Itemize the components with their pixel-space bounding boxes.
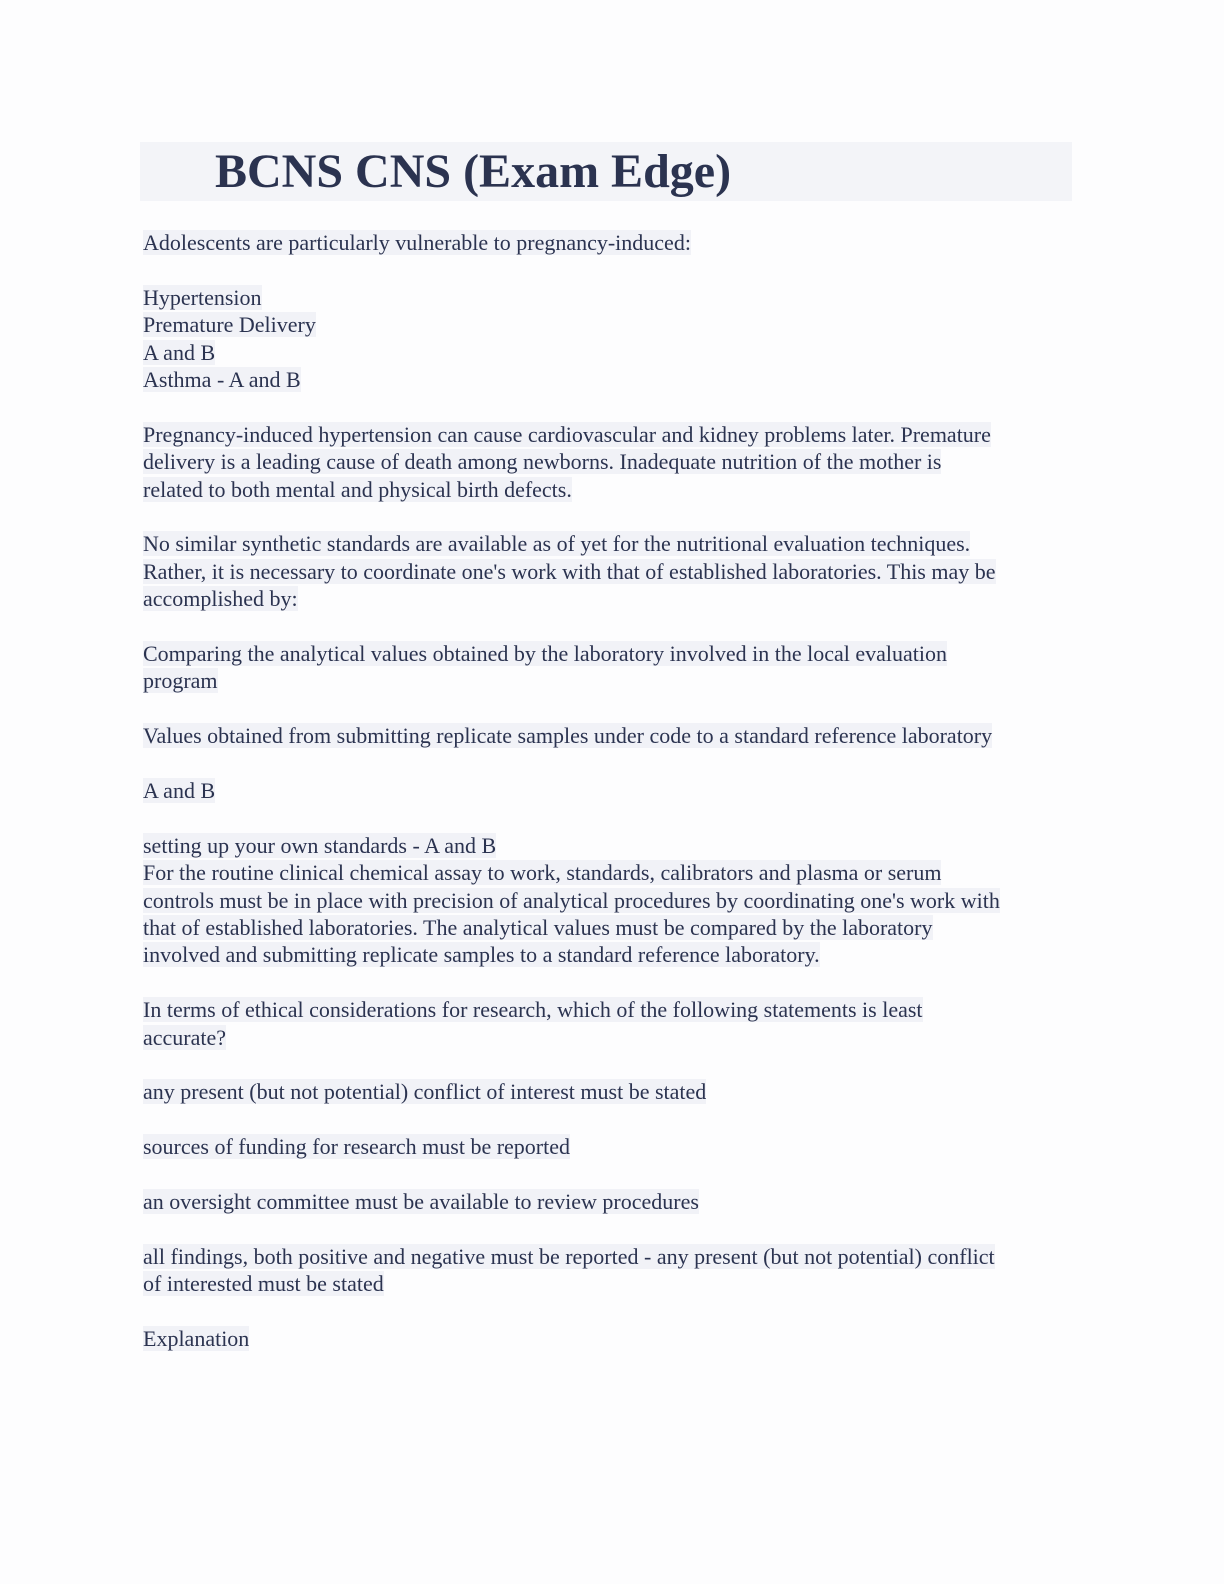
question-3-option-c <box>143 1188 1083 1215</box>
option-line: Comparing the analytical values obtained by the laboratory involved in the local evaluation <box>143 641 947 667</box>
question-3 <box>143 996 1083 1051</box>
option-line: Premature Delivery <box>143 312 316 338</box>
option-line: program <box>143 668 218 694</box>
text-line: controls must be in place with precision of analytical procedures by coordinating one's work with <box>143 887 1000 913</box>
document-body <box>143 229 1083 1380</box>
text-line: For the routine clinical chemical assay to work, standards, calibrators and plasma or serum <box>143 860 942 886</box>
text-line: related to both mental and physical birth defects. <box>143 476 572 502</box>
question-3-option-d <box>143 1243 1083 1298</box>
document-title: BCNS CNS (Exam Edge) <box>215 145 732 198</box>
option-line: sources of funding for research must be reported <box>143 1134 571 1160</box>
question-1-options <box>143 284 1083 394</box>
option-line: A and B <box>143 778 216 804</box>
option-line: setting up your own standards - A and B <box>143 832 497 858</box>
option-line: any present (but not potential) conflict of interest must be stated <box>143 1079 707 1105</box>
text-line: Pregnancy-induced hypertension can cause cardiovascular and kidney problems later. Premature <box>143 421 991 447</box>
question-2-option-a <box>143 640 1083 695</box>
question-2-option-b <box>143 722 1083 749</box>
option-line: an oversight committee must be available to review procedures <box>143 1189 699 1215</box>
question-2-answer-explanation <box>143 832 1083 969</box>
text-line: No similar synthetic standards are available as of yet for the nutritional evaluation techniques. <box>143 531 971 557</box>
option-line: of interested must be stated <box>143 1271 384 1297</box>
text-line: involved and submitting replicate samples to a standard reference laboratory. <box>143 942 820 968</box>
option-line: Hypertension <box>143 284 262 310</box>
question-2-option-c <box>143 777 1083 804</box>
question-3-option-a <box>143 1078 1083 1105</box>
question-1-explanation <box>143 421 1083 503</box>
explanation-heading <box>143 1325 1083 1352</box>
option-line: Asthma - A and B <box>143 367 301 393</box>
question-2 <box>143 530 1083 612</box>
text-line: Rather, it is necessary to coordinate one's work with that of established laboratories. This may be <box>143 558 996 584</box>
option-line: A and B <box>143 339 216 365</box>
option-line: all findings, both positive and negative must be reported - any present (but not potential) conflict <box>143 1243 995 1269</box>
text-line: delivery is a leading cause of death among newborns. Inadequate nutrition of the mother is <box>143 449 942 475</box>
question-3-option-b <box>143 1133 1083 1160</box>
question-1 <box>143 229 1083 256</box>
text-line: accomplished by: <box>143 586 298 612</box>
title-band <box>140 142 1072 201</box>
option-line: Values obtained from submitting replicate samples under code to a standard reference laboratory <box>143 723 993 749</box>
text-line: accurate? <box>143 1024 227 1050</box>
text-line: that of established laboratories. The analytical values must be compared by the laboratory <box>143 915 933 941</box>
text-line: Adolescents are particularly vulnerable to pregnancy-induced: <box>143 230 691 255</box>
text-line: In terms of ethical considerations for research, which of the following statements is least <box>143 997 923 1023</box>
text-line: Explanation <box>143 1326 250 1352</box>
